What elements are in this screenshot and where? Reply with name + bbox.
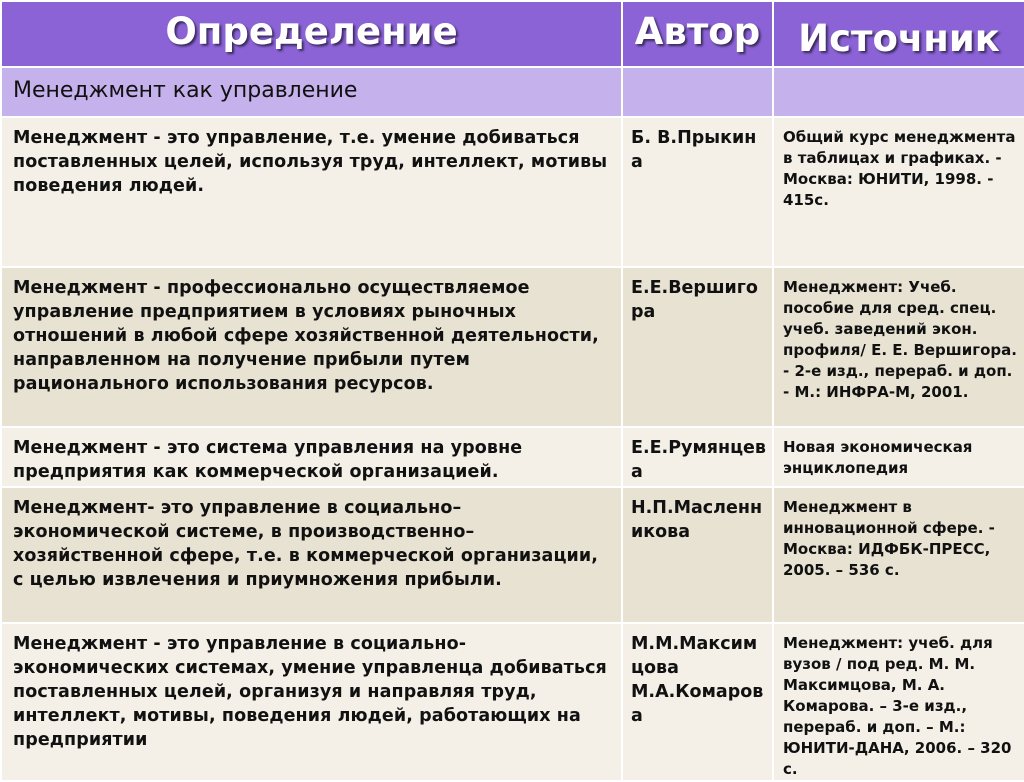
author-text xyxy=(623,624,772,728)
header-source: Источник xyxy=(773,1,1024,67)
source-text: Менеджмент в инновационной сфере. - Москва: ИДФБК-ПРЕСС, 2005. – 536 с. xyxy=(783,498,995,579)
definition-text: Менеджмент - профессионально осуществляемое управление предприятием в условиях рыночных отношений в любой сфере хозяйственной деятельности, направленном на получение прибыли путем рационального использования ресурсов. xyxy=(13,278,599,394)
table-row xyxy=(1,117,1024,267)
source-cell xyxy=(773,267,1024,427)
source-text: Менеджмент: учеб. для вузов / под ред. М. М. Максимцова, М. А. Комарова. – 3-е изд., перераб. и доп. – М.: ЮНИТИ-ДАНА, 2006. – 320 с. xyxy=(783,634,1012,778)
table-row xyxy=(1,267,1024,427)
header-definition: Определение xyxy=(1,1,622,67)
author-text: Н.П.Масленникова xyxy=(631,498,763,542)
definition-text: Менеджмент- это управление в социально–экономической системе, в производственно–хозяйственной сфере, т.е. в коммерческой организации, с целью извлечения и приумножения прибыли. xyxy=(13,498,598,590)
definition-text: Менеджмент - это система управления на уровне предприятия как коммерческой организацией. xyxy=(13,438,523,482)
header-author: Автор xyxy=(622,1,773,67)
table-row xyxy=(1,427,1024,487)
definition-cell xyxy=(1,267,622,427)
source-text: Новая экономическая энциклопедия xyxy=(783,438,973,477)
author-text: Б. В.Прыкина xyxy=(631,128,757,172)
source-cell xyxy=(773,427,1024,487)
author-text: Е.Е.Вершигора xyxy=(631,278,758,322)
source-text: Менеджмент: Учеб. пособие для сред. спец. учеб. заведений экон. профиля/ Е. Е. Вершигора. - 2-е изд., перераб. и доп. - М.: ИНФРА-М, 2001. xyxy=(783,278,1017,401)
definition-cell xyxy=(1,487,622,623)
definition-cell xyxy=(1,427,622,487)
author-cell xyxy=(622,427,773,487)
definition-text: Менеджмент - это управление, т.е. умение добиваться поставленных целей, используя труд, интеллект, мотивы поведения людей. xyxy=(13,128,608,196)
section-empty-cell xyxy=(622,67,773,117)
source-cell xyxy=(773,487,1024,623)
table-row xyxy=(1,487,1024,623)
source-cell xyxy=(773,623,1024,781)
section-empty-cell xyxy=(773,67,1024,117)
author-text: Е.Е.Румянцева xyxy=(631,438,766,482)
section-row xyxy=(1,67,1024,117)
section-label: Менеджмент как управление xyxy=(13,78,358,103)
author-cell xyxy=(622,117,773,267)
author-line: М.А.Комарова xyxy=(631,682,764,726)
source-cell xyxy=(773,117,1024,267)
table-row xyxy=(1,623,1024,781)
author-cell xyxy=(622,267,773,427)
author-cell xyxy=(622,623,773,781)
definition-cell xyxy=(1,623,622,781)
source-text: Общий курс менеджмента в таблицах и графиках. - Москва: ЮНИТИ, 1998. - 415с. xyxy=(783,128,1016,209)
section-label-cell xyxy=(1,67,622,117)
definition-cell xyxy=(1,117,622,267)
definition-text: Менеджмент - это управление в социально-экономических системах, умение управленца добиваться поставленных целей, организуя и направляя труд, интеллект, мотивы, поведения людей, работающих на предприятии xyxy=(13,634,607,750)
header-row xyxy=(1,1,1024,67)
author-cell xyxy=(622,487,773,623)
author-line: М.М.Максимцова xyxy=(631,634,758,678)
